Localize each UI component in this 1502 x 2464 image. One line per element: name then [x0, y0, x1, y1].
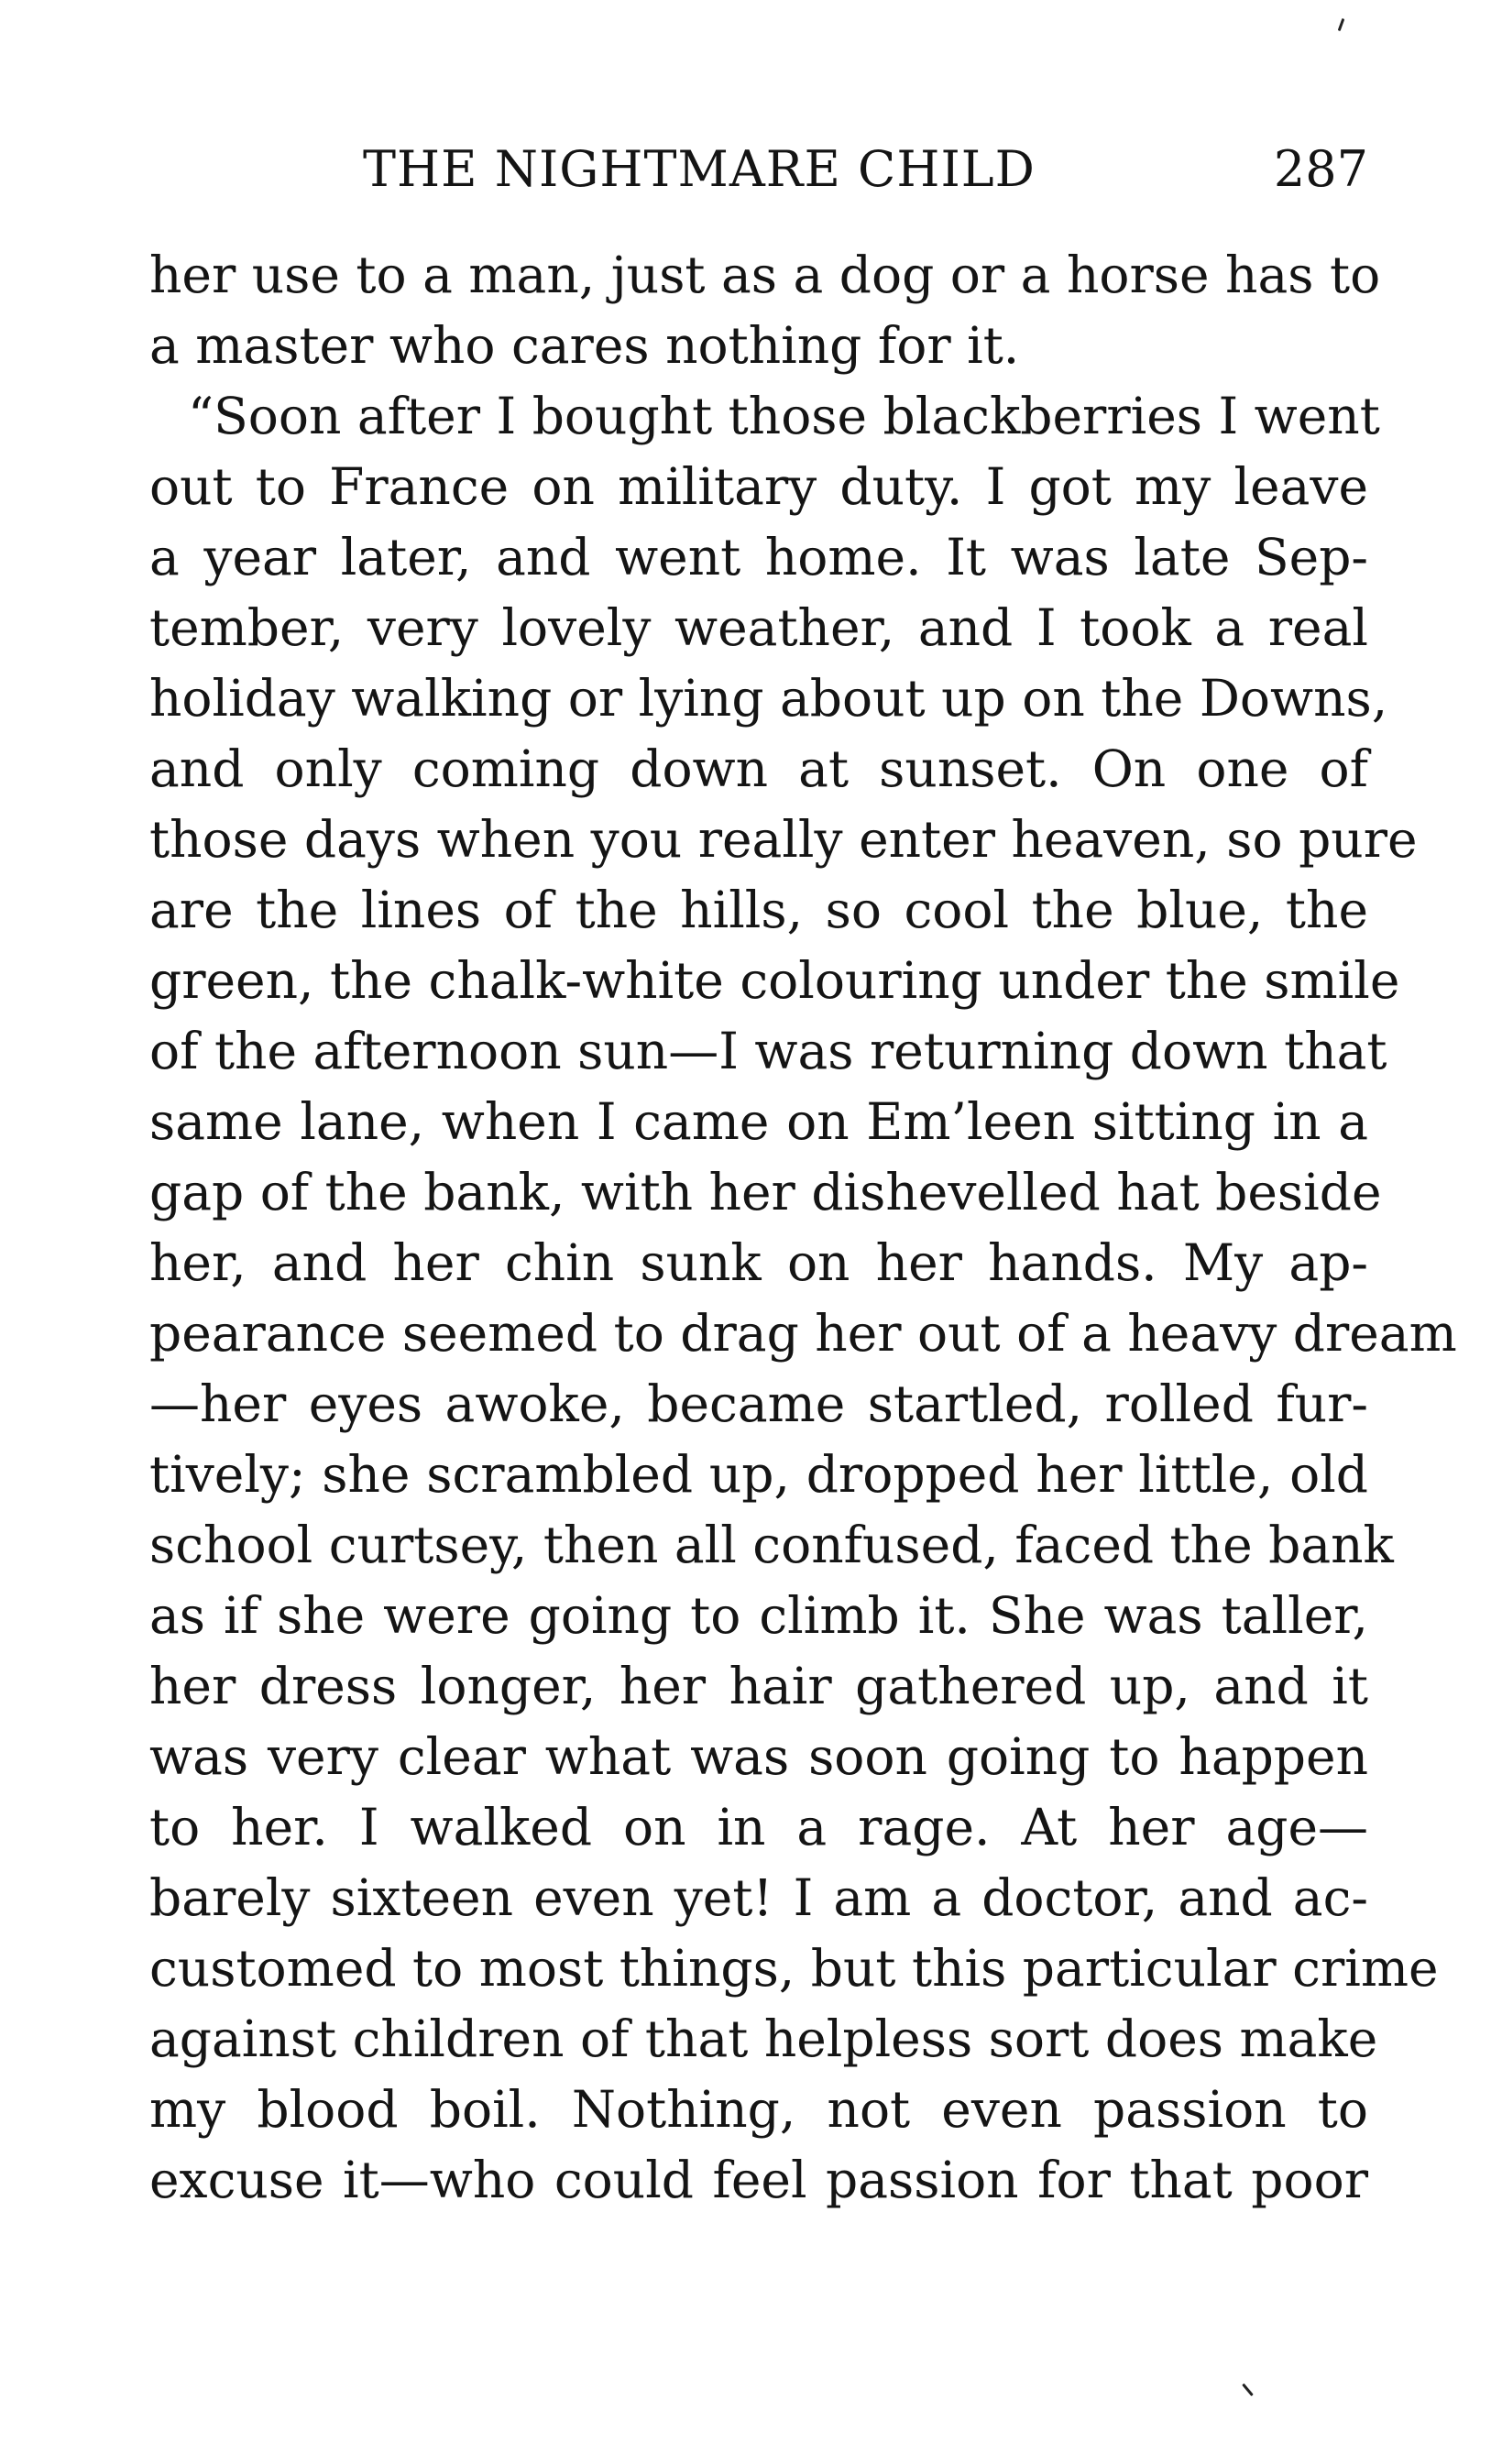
text-line: a master who cares nothing for it. — [149, 316, 1020, 375]
print-speck-bottom — [1242, 2383, 1254, 2396]
text-line: pearance seemed to drag her out of a heavy dream — [149, 1304, 1457, 1363]
page-number: 287 — [1273, 140, 1368, 198]
text-line: against children of that helpless sort does make — [149, 2010, 1378, 2068]
text-line: my blood boil. Nothing, not even passion to — [149, 2080, 1368, 2139]
text-line: as if she were going to climb it. She was taller, — [149, 1586, 1368, 1645]
text-line: tember, very lovely weather, and I took a real — [149, 598, 1368, 657]
text-line: and only coming down at sunset. On one of — [149, 739, 1368, 798]
text-line: her dress longer, her hair gathered up, and it — [149, 1657, 1368, 1715]
text-line: excuse it—who could feel passion for that poor — [149, 2151, 1368, 2209]
running-title: THE NIGHTMARE CHILD — [363, 140, 1036, 198]
text-line: out to France on military duty. I got my leave — [149, 457, 1368, 516]
text-line: school curtsey, then all confused, faced the bank — [149, 1516, 1394, 1574]
text-line: are the lines of the hills, so cool the blue, the — [149, 881, 1368, 939]
text-line: those days when you really enter heaven, so pure — [149, 810, 1418, 869]
text-line: customed to most things, but this particular crime — [149, 1939, 1439, 1998]
text-line: green, the chalk-white colouring under the smile — [149, 951, 1400, 1010]
text-line: gap of the bank, with her dishevelled hat beside — [149, 1163, 1382, 1221]
text-line: was very clear what was soon going to happen — [149, 1727, 1368, 1786]
page-header — [149, 133, 1368, 206]
text-line: holiday walking or lying about up on the Downs, — [149, 669, 1388, 728]
text-line: to her. I walked on in a rage. At her age— — [149, 1798, 1368, 1856]
text-line: —her eyes awoke, became startled, rolled fur- — [149, 1374, 1368, 1433]
text-line: her, and her chin sunk on her hands. My ap- — [149, 1233, 1368, 1292]
print-speck-top — [1338, 18, 1345, 31]
body-text — [149, 240, 1457, 2216]
text-line: “Soon after I bought those blackberries I went — [188, 387, 1380, 445]
text-line: tively; she scrambled up, dropped her little, old — [149, 1445, 1368, 1504]
text-line: her use to a man, just as a dog or a horse has to — [149, 246, 1381, 304]
text-line: same lane, when I came on Em’leen sitting in a — [149, 1092, 1368, 1151]
text-line: of the afternoon sun—I was returning down that — [149, 1022, 1387, 1080]
text-line: a year later, and went home. It was late Sep- — [149, 528, 1368, 586]
text-line: barely sixteen even yet! I am a doctor, and ac- — [149, 1868, 1368, 1927]
